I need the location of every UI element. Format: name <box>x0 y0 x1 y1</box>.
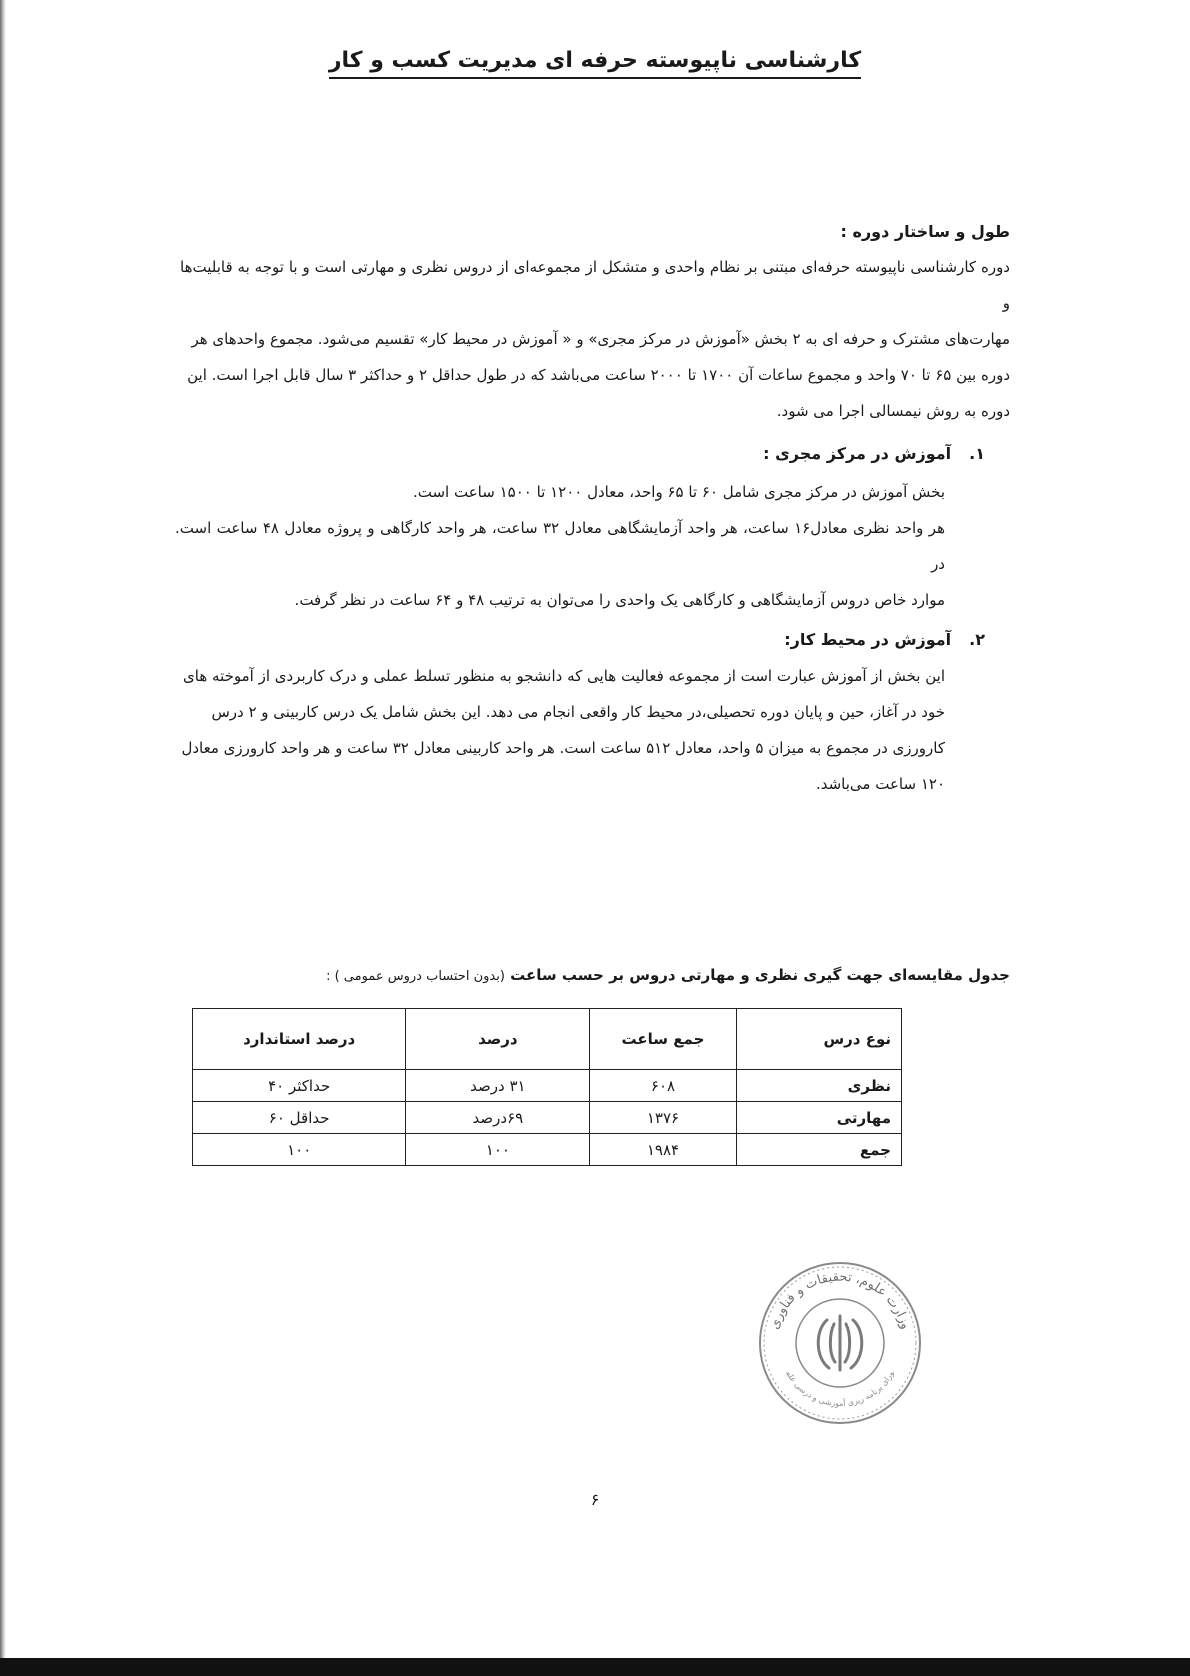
page-title <box>0 48 1190 73</box>
table-cell: مهارتی <box>736 1102 901 1134</box>
table-row <box>193 1070 902 1102</box>
table-cell: ۶۰۸ <box>590 1070 736 1102</box>
ministry-seal-stamp <box>755 1258 925 1428</box>
page-title-text: کارشناسی ناپیوسته حرفه ای مدیریت کسب و کار <box>329 48 861 79</box>
table-cell: جمع <box>736 1134 901 1166</box>
page-number: ۶ <box>590 1490 600 1509</box>
table-caption <box>326 966 1010 984</box>
table-cell: ۱۰۰ <box>193 1134 406 1166</box>
section1-heading <box>763 444 985 463</box>
scan-left-edge <box>0 0 6 1676</box>
paragraph-line: این بخش از آموزش عبارت است از مجموعه فعالیت هایی که دانشجو به منظور تسلط عملی و درک کاربردی از آموخته های <box>183 667 945 685</box>
table-cell: ۱۳۷۶ <box>590 1102 736 1134</box>
table-cell: حداقل ۶۰ <box>193 1102 406 1134</box>
table-caption-text: جدول مقایسه‌ای جهت گیری نظری و مهارتی دروس بر حسب ساعت <box>510 966 1010 984</box>
column-header: درصد استاندارد <box>193 1009 406 1070</box>
table-cell: حداکثر ۴۰ <box>193 1070 406 1102</box>
table-cell: ۶۹درصد <box>406 1102 590 1134</box>
paragraph-line: موارد خاص دروس آزمایشگاهی و کارگاهی یک واحدی را می‌توان به ترتیب ۴۸ و ۶۴ ساعت در نظر گرفت. <box>294 591 945 609</box>
table-cell: نظری <box>736 1070 901 1102</box>
paragraph-line: بخش آموزش در مرکز مجری شامل ۶۰ تا ۶۵ واحد، معادل ۱۲۰۰ تا ۱۵۰۰ ساعت است. <box>412 483 945 501</box>
paragraph-line: مهارت‌های مشترک و حرفه ای به ۲ بخش «آموزش در مرکز مجری» و « آموزش در محیط کار» تقسیم می‌شود. مجموع واحدهای هر <box>191 330 1010 348</box>
table-cell: ۱۰۰ <box>406 1134 590 1166</box>
structure-paragraph <box>180 249 1010 429</box>
seal-inner-text: ورای برنامه ریزی آموزشی و درسی علم <box>784 1369 896 1409</box>
column-header: درصد <box>406 1009 590 1070</box>
section2-paragraph <box>175 658 945 802</box>
table-row <box>193 1102 902 1134</box>
table-row <box>193 1134 902 1166</box>
paragraph-line: دوره بین ۶۵ تا ۷۰ واحد و مجموع ساعات آن ۱۷۰۰ تا ۲۰۰۰ ساعت می‌باشد که در طول حداقل ۲ و حداکثر ۳ سال قابل اجرا است. این <box>187 366 1010 384</box>
table-caption-note: (بدون احتساب دروس عمومی ) : <box>326 969 505 984</box>
emblem-icon <box>818 1316 862 1370</box>
section1-title: آموزش در مرکز مجری : <box>763 444 952 463</box>
section1-paragraph <box>175 474 945 618</box>
column-header: نوع درس <box>736 1009 901 1070</box>
section1-number: ۱. <box>969 444 985 463</box>
structure-heading: طول و ساختار دوره : <box>840 222 1010 241</box>
paragraph-line: خود در آغاز، حین و پایان دوره تحصیلی،در محیط کار واقعی انجام می دهد. این بخش شامل یک درس کاربینی و ۲ درس <box>211 703 945 721</box>
paragraph-line: ۱۲۰ ساعت می‌باشد. <box>815 775 945 793</box>
table-cell: ۳۱ درصد <box>406 1070 590 1102</box>
paragraph-line: دوره به روش نیمسالی اجرا می شود. <box>776 402 1010 420</box>
seal-icon <box>755 1258 925 1428</box>
paragraph-line: دوره کارشناسی ناپیوسته حرفه‌ای مبتنی بر نظام واحدی و متشکل از مجموعه‌ای از دروس نظری و مهارتی است و با توجه به قابلیت‌ها و <box>180 258 1010 312</box>
scan-bottom-edge <box>0 1658 1190 1676</box>
paragraph-line: هر واحد نظری معادل۱۶ ساعت، هر واحد آزمایشگاهی معادل ۳۲ ساعت، هر واحد کارگاهی و پروژه معادل ۴۸ ساعت است. در <box>175 519 945 573</box>
column-header: جمع ساعت <box>590 1009 736 1070</box>
paragraph-line: کارورزی در مجموع به میزان ۵ واحد، معادل ۵۱۲ ساعت است. هر واحد کاربینی معادل ۳۲ ساعت و هر واحد کارورزی معادل <box>181 739 945 757</box>
seal-outer-text: وزارت علوم، تحقیقات و فناوری <box>767 1269 913 1332</box>
section2-title: آموزش در محیط کار: <box>784 630 952 649</box>
table-header-row <box>193 1009 902 1070</box>
table-cell: ۱۹۸۴ <box>590 1134 736 1166</box>
section2-heading <box>784 630 985 649</box>
comparison-table <box>192 1008 902 1166</box>
section2-number: ۲. <box>969 630 985 649</box>
